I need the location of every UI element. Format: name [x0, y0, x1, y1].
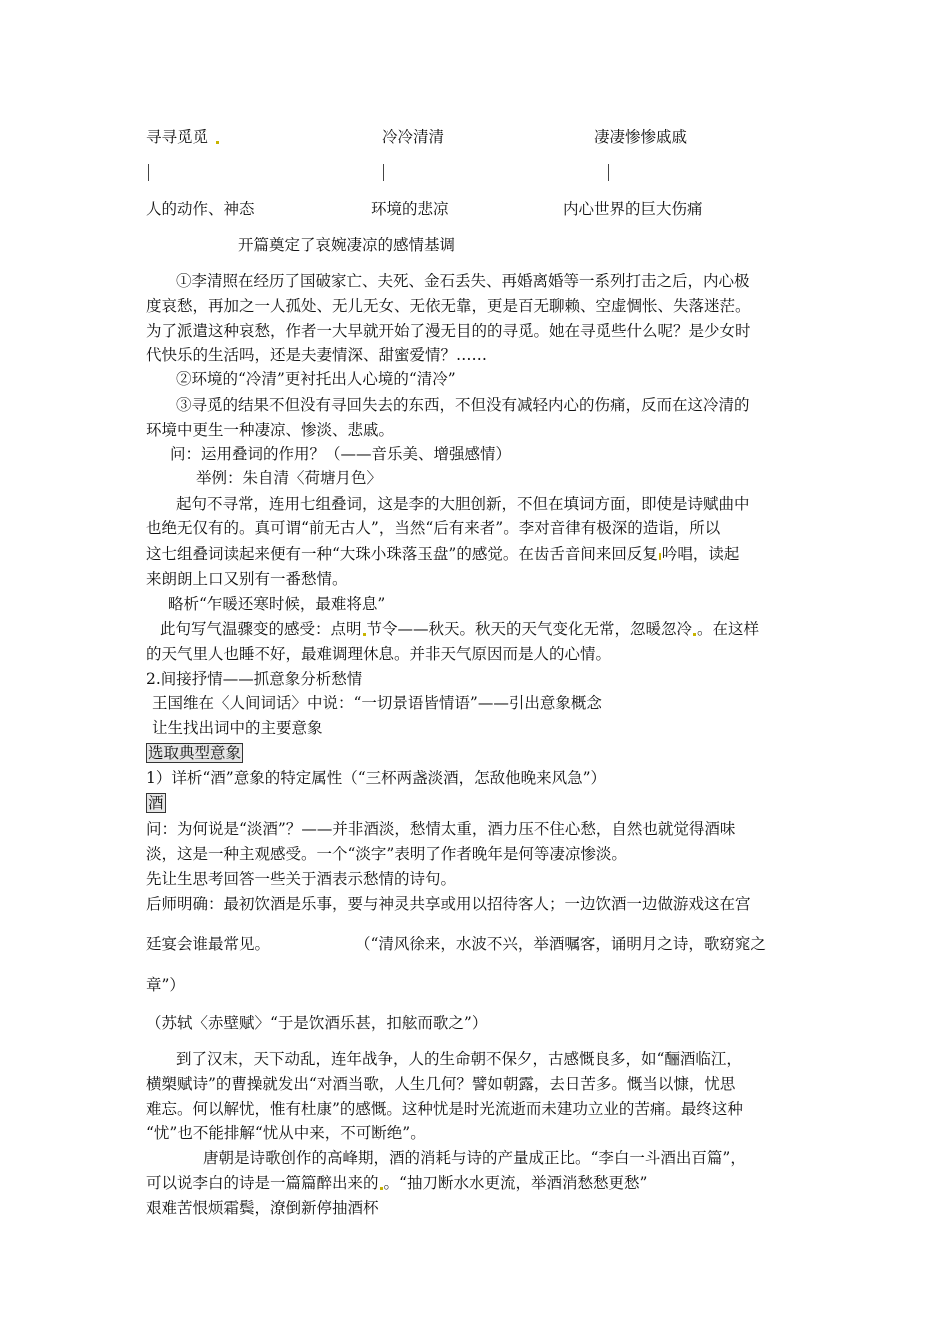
connector-bar: [383, 164, 384, 181]
para1-line3: 为了派遣这种哀愁，作者一大早就开始了漫无目的的寻觅。她在寻觅些什么呢？是少女时: [146, 322, 751, 340]
para3-line2: 环境中更生一种凄凉、惨淡、悲戚。: [146, 421, 395, 439]
mark-dot: [363, 633, 366, 636]
sub-col-2: 环境的悲凉: [371, 200, 449, 218]
last-line: 艰难苦恨烦霜鬓，潦倒新停抽酒杯: [146, 1199, 379, 1217]
example-line: 举例：朱自清〈荷塘月色〉: [196, 469, 383, 487]
question-reduplication: 问：运用叠词的作用？（——音乐美、增强感情）: [170, 445, 512, 463]
para7-line1: 到了汉末，天下动乱，连年战争，人的生命朝不保夕，古感慨良多，如“酾酒临江，: [176, 1050, 742, 1068]
para8-line2: 可以说李白的诗是一篇篇醉出来的 。“抽刀断水水更流，举酒消愁愁更愁”: [146, 1174, 648, 1192]
boxed-wine-line: [146, 793, 808, 813]
connector-bar: [608, 164, 609, 181]
para7-line4: “忧”也不能排解“忧从中来，不可断绝”。: [146, 1124, 426, 1142]
boxed-heading-line: [146, 743, 808, 763]
para7-line3: 难忘。何以解忧，惟有杜康”的感慨。这种忧是时光流逝而未建功立业的苦痛。最终这种: [146, 1100, 743, 1118]
analysis-title: 略析“乍暖还寒时候，最难将息”: [168, 595, 386, 613]
para6-line1: 问：为何说是“淡酒”？——并非酒淡，愁情太重，酒力压不住心愁，自然也就觉得酒味: [146, 820, 736, 838]
header-col-3: 凄凄惨惨戚戚: [594, 128, 688, 146]
wang-guowei-line: 王国维在〈人间词话〉中说：“一切景语皆情语”——引出意象概念: [152, 694, 602, 712]
para1-line2: 度哀愁，再加之一人孤处、无儿无女、无依无靠，更是百无聊赖、空虚惆怅、失落迷茫。: [146, 297, 751, 315]
summary-line: 开篇奠定了哀婉凄凉的感情基调: [238, 236, 456, 254]
find-imagery-line: 让生找出词中的主要意象: [152, 719, 323, 737]
mark-dot: [216, 141, 219, 144]
sub-col-3: 内心世界的巨大伤痛: [563, 200, 703, 218]
para1-line1: ①李清照在经历了国破家亡、夫死、金石丢失、再婚离婚等一系列打击之后，内心极: [176, 272, 750, 290]
section-2-heading: 2.间接抒情——抓意象分析愁情: [146, 670, 363, 688]
boxed-heading: 选取典型意象: [148, 744, 242, 762]
para4-line1: 起句不寻常，连用七组叠词，这是李的大胆创新，不但在填词方面，即使是诗赋曲中: [176, 495, 750, 513]
item-1: 1）详析“酒”意象的特定属性（“三杯两盏淡酒，怎敌他晚来风急”）: [146, 769, 607, 787]
para4-line3: 这七组叠词读起来便有一种“大珠小珠落玉盘”的感觉。在齿舌音间来回反复 吟唱，读起: [146, 545, 740, 563]
para4-line2: 也绝无仅有的。真可谓“前无古人”，当然“后有来者”。李对音律有极深的造诣，所以: [146, 519, 721, 537]
para1-line4: 代快乐的生活吗，还是夫妻情深、甜蜜爱情？……: [146, 346, 488, 364]
mark-dot: [693, 633, 696, 636]
para6-line2: 淡，这是一种主观感受。一个“淡字”表明了作者晚年是何等凄凉惨淡。: [146, 845, 627, 863]
palace-line-a: 廷宴会谁最常见。: [146, 935, 271, 953]
header-col-2: 冷冷清清: [382, 128, 445, 146]
para5-line2: 的天气里人也睡不好，最难调理休息。并非天气原因而是人的心情。: [146, 645, 612, 663]
mark-dot: [659, 553, 661, 560]
connector-bar: [148, 164, 149, 181]
para7-line2: 横槊赋诗”的曹操就发出“对酒当歌，人生几何？譬如朝露，去日苦多。慨当以慷，忧思: [146, 1075, 736, 1093]
think-line: 先让生思考回答一些关于酒表示愁情的诗句。: [146, 870, 457, 888]
zhang-line: 章”）: [146, 976, 185, 994]
teacher-line: 后师明确：最初饮酒是乐事，要与神灵共享或用以招待客人；一边饮酒一边做游戏这在宫: [146, 895, 751, 913]
sub-col-1: 人的动作、神态: [146, 200, 255, 218]
para3-line1: ③寻觅的结果不但没有寻回失去的东西，不但没有减轻内心的伤痛，反而在这冷清的: [176, 396, 750, 414]
boxed-wine: 酒: [148, 794, 164, 812]
para8-line1: 唐朝是诗歌创作的高峰期，酒的消耗与诗的产量成正比。“李白一斗酒出百篇”，: [203, 1149, 746, 1167]
mark-dot: [380, 1187, 383, 1190]
para2: ②环境的“冷清”更衬托出人心境的“清冷”: [176, 370, 456, 388]
para5-line1: 此句写气温骤变的感受：点明 节令——秋天。秋天的天气变化无常，忽暖忽冷 。在这样: [160, 620, 760, 638]
palace-line-b: （“清风徐来，水波不兴，举酒嘱客，诵明月之诗，歌窈窕之: [355, 935, 766, 953]
sushi-line: （苏轼〈赤壁赋〉“于是饮酒乐甚，扣舷而歌之”）: [146, 1014, 488, 1032]
header-col-1: 寻寻觅觅: [146, 127, 220, 147]
para4-line4: 来朗朗上口又别有一番愁情。: [146, 570, 348, 588]
